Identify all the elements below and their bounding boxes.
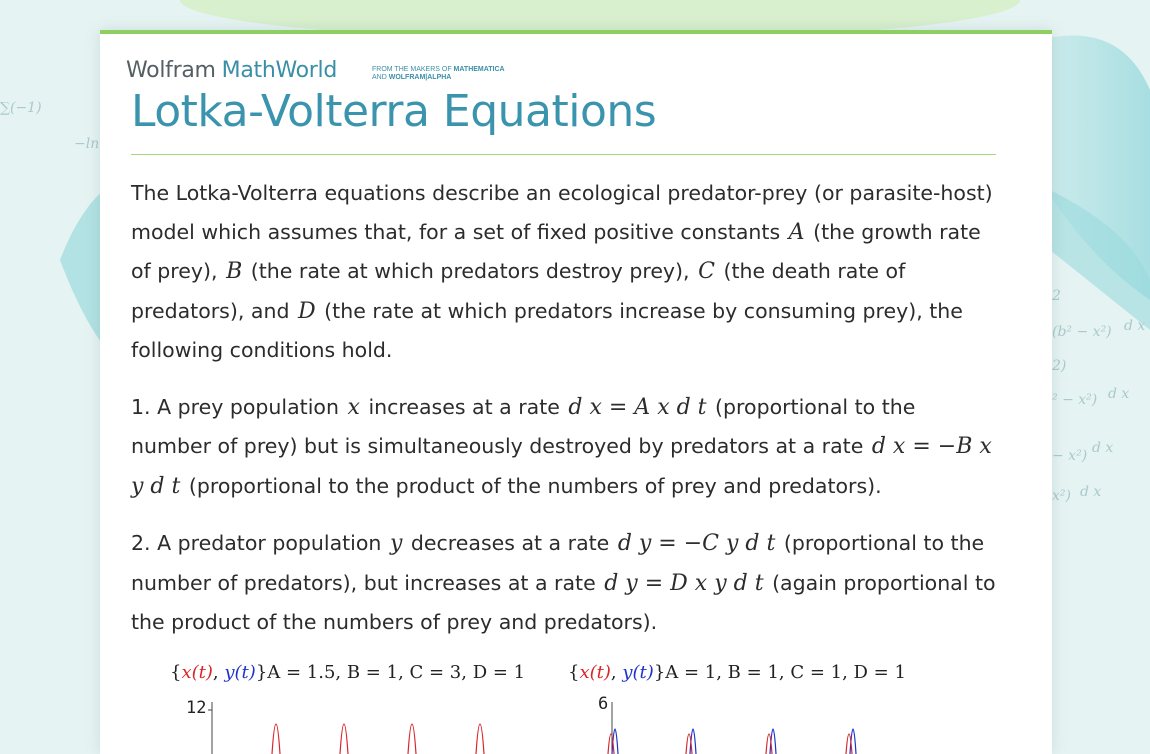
plot-1-title	[170, 662, 525, 683]
math-eq-prey-destruction: d x = −B x y d t	[131, 434, 992, 499]
svg-text:2): 2)	[1052, 358, 1067, 374]
plot-2-comma: ,	[610, 662, 617, 683]
plot-1-graph	[160, 694, 520, 754]
plot-1-brace-open: {	[170, 662, 182, 683]
math-eq-predator-decay: d y = −C y d t	[617, 531, 776, 556]
item1-text-3: (proportional to the number of prey) but is simultaneously destroyed by predators at a rate	[131, 394, 916, 458]
logo-mathworld-text: MathWorld	[221, 58, 338, 83]
svg-text:d x: d x	[1124, 318, 1146, 334]
item2-text-4: (again proportional to the product of the numbers of prey and predators).	[131, 570, 996, 634]
title-divider	[131, 154, 996, 155]
article-card	[100, 30, 1052, 754]
svg-text:− x²): − x²)	[1052, 448, 1088, 464]
intro-text-3: (the rate at which predators destroy prey),	[250, 259, 690, 283]
math-eq-prey-growth: d x = A x d t	[568, 394, 707, 420]
svg-text:(b² − x²): (b² − x²)	[1052, 324, 1112, 340]
math-y: y	[389, 531, 403, 556]
page-title: Lotka-Volterra Equations	[131, 86, 657, 137]
svg-text:∑(−1): ∑(−1)	[0, 100, 42, 116]
plot-1-y-label: y(t)	[224, 662, 256, 683]
tagline-line1-bold: MATHEMATICA	[453, 66, 505, 73]
plot-2-cycle-1	[608, 729, 618, 754]
intro-text-2: (the growth rate of prey),	[131, 219, 981, 283]
plot-1-params: A = 1.5, B = 1, C = 3, D = 1	[267, 662, 526, 683]
item2-text-1: 2. A predator population	[131, 531, 382, 555]
svg-text:x²): x²)	[1052, 488, 1071, 504]
math-A: A	[788, 219, 805, 245]
svg-text:d x: d x	[1108, 386, 1130, 402]
intro-text-1: The Lotka-Volterra equations describe an ecological predator-prey (or parasite-host) model which assumes that, for a set of fixed positive constants	[131, 181, 993, 244]
item1-text-1: 1. A prey population	[131, 394, 339, 419]
plot-2-y-tick: 6	[598, 694, 609, 714]
plot-2-x-label: x(t)	[579, 662, 611, 683]
logo-wolfram-text: Wolfram	[126, 58, 216, 83]
intro-text-4: (the death rate of predators), and	[131, 259, 906, 323]
plot-1-y-tick: 12	[186, 698, 207, 718]
plot-1-x-label: x(t)	[181, 662, 213, 683]
math-eq-predator-growth: d y = D x y d t	[604, 570, 764, 596]
tagline-line2-bold: WOLFRAM|ALPHA	[388, 74, 452, 81]
article-body	[131, 174, 1001, 660]
plot-1-prey-peak	[272, 724, 280, 754]
plot-1-brace-close: }	[255, 662, 268, 683]
math-C: C	[698, 259, 715, 284]
svg-text:² − x²): ² − x²)	[1052, 392, 1098, 408]
example-plots	[160, 654, 960, 754]
plot-1-prey-peak	[408, 724, 416, 754]
item2-text-3: (proportional to the number of predators), but increases at a rate	[131, 531, 985, 595]
plot-1-prey-peak	[340, 724, 348, 754]
math-B: B	[226, 259, 243, 284]
svg-text:2: 2	[1052, 288, 1061, 304]
plot-2-cycle-2	[686, 729, 696, 754]
svg-text:d x: d x	[1080, 484, 1102, 500]
condition-1-paragraph	[131, 388, 1001, 507]
tagline-line1-prefix: FROM THE MAKERS OF	[372, 66, 454, 73]
svg-text:d x: d x	[1092, 440, 1114, 456]
plot-2-brace-open: {	[568, 662, 580, 683]
plot-2-cycle-4	[846, 729, 856, 754]
item1-text-4: (proportional to the product of the numbers of prey and predators).	[188, 473, 882, 498]
plot-2-cycle-3	[766, 729, 776, 754]
logo-tagline	[372, 66, 505, 82]
math-x: x	[347, 394, 360, 420]
plot-2-graph	[560, 694, 960, 754]
svg-text:−ln: −ln	[74, 136, 100, 152]
plot-1-comma: ,	[212, 662, 219, 683]
plot-2-brace-close: }	[653, 662, 666, 683]
condition-2-paragraph	[131, 524, 1001, 642]
item1-text-2: increases at a rate	[368, 394, 560, 419]
plot-2-y-label: y(t)	[622, 662, 654, 683]
plot-2-params: A = 1, B = 1, C = 1, D = 1	[665, 662, 906, 683]
math-D: D	[298, 298, 316, 324]
tagline-line2-prefix: AND	[372, 74, 389, 81]
intro-text-5: (the rate at which predators increase by consuming prey), the following conditions hold.	[131, 298, 963, 362]
plot-2-title	[568, 662, 906, 683]
mathworld-logo[interactable]	[126, 58, 505, 86]
plot-1-prey-peak	[476, 724, 484, 754]
intro-paragraph	[131, 174, 1001, 370]
item2-text-2: decreases at a rate	[410, 531, 610, 555]
